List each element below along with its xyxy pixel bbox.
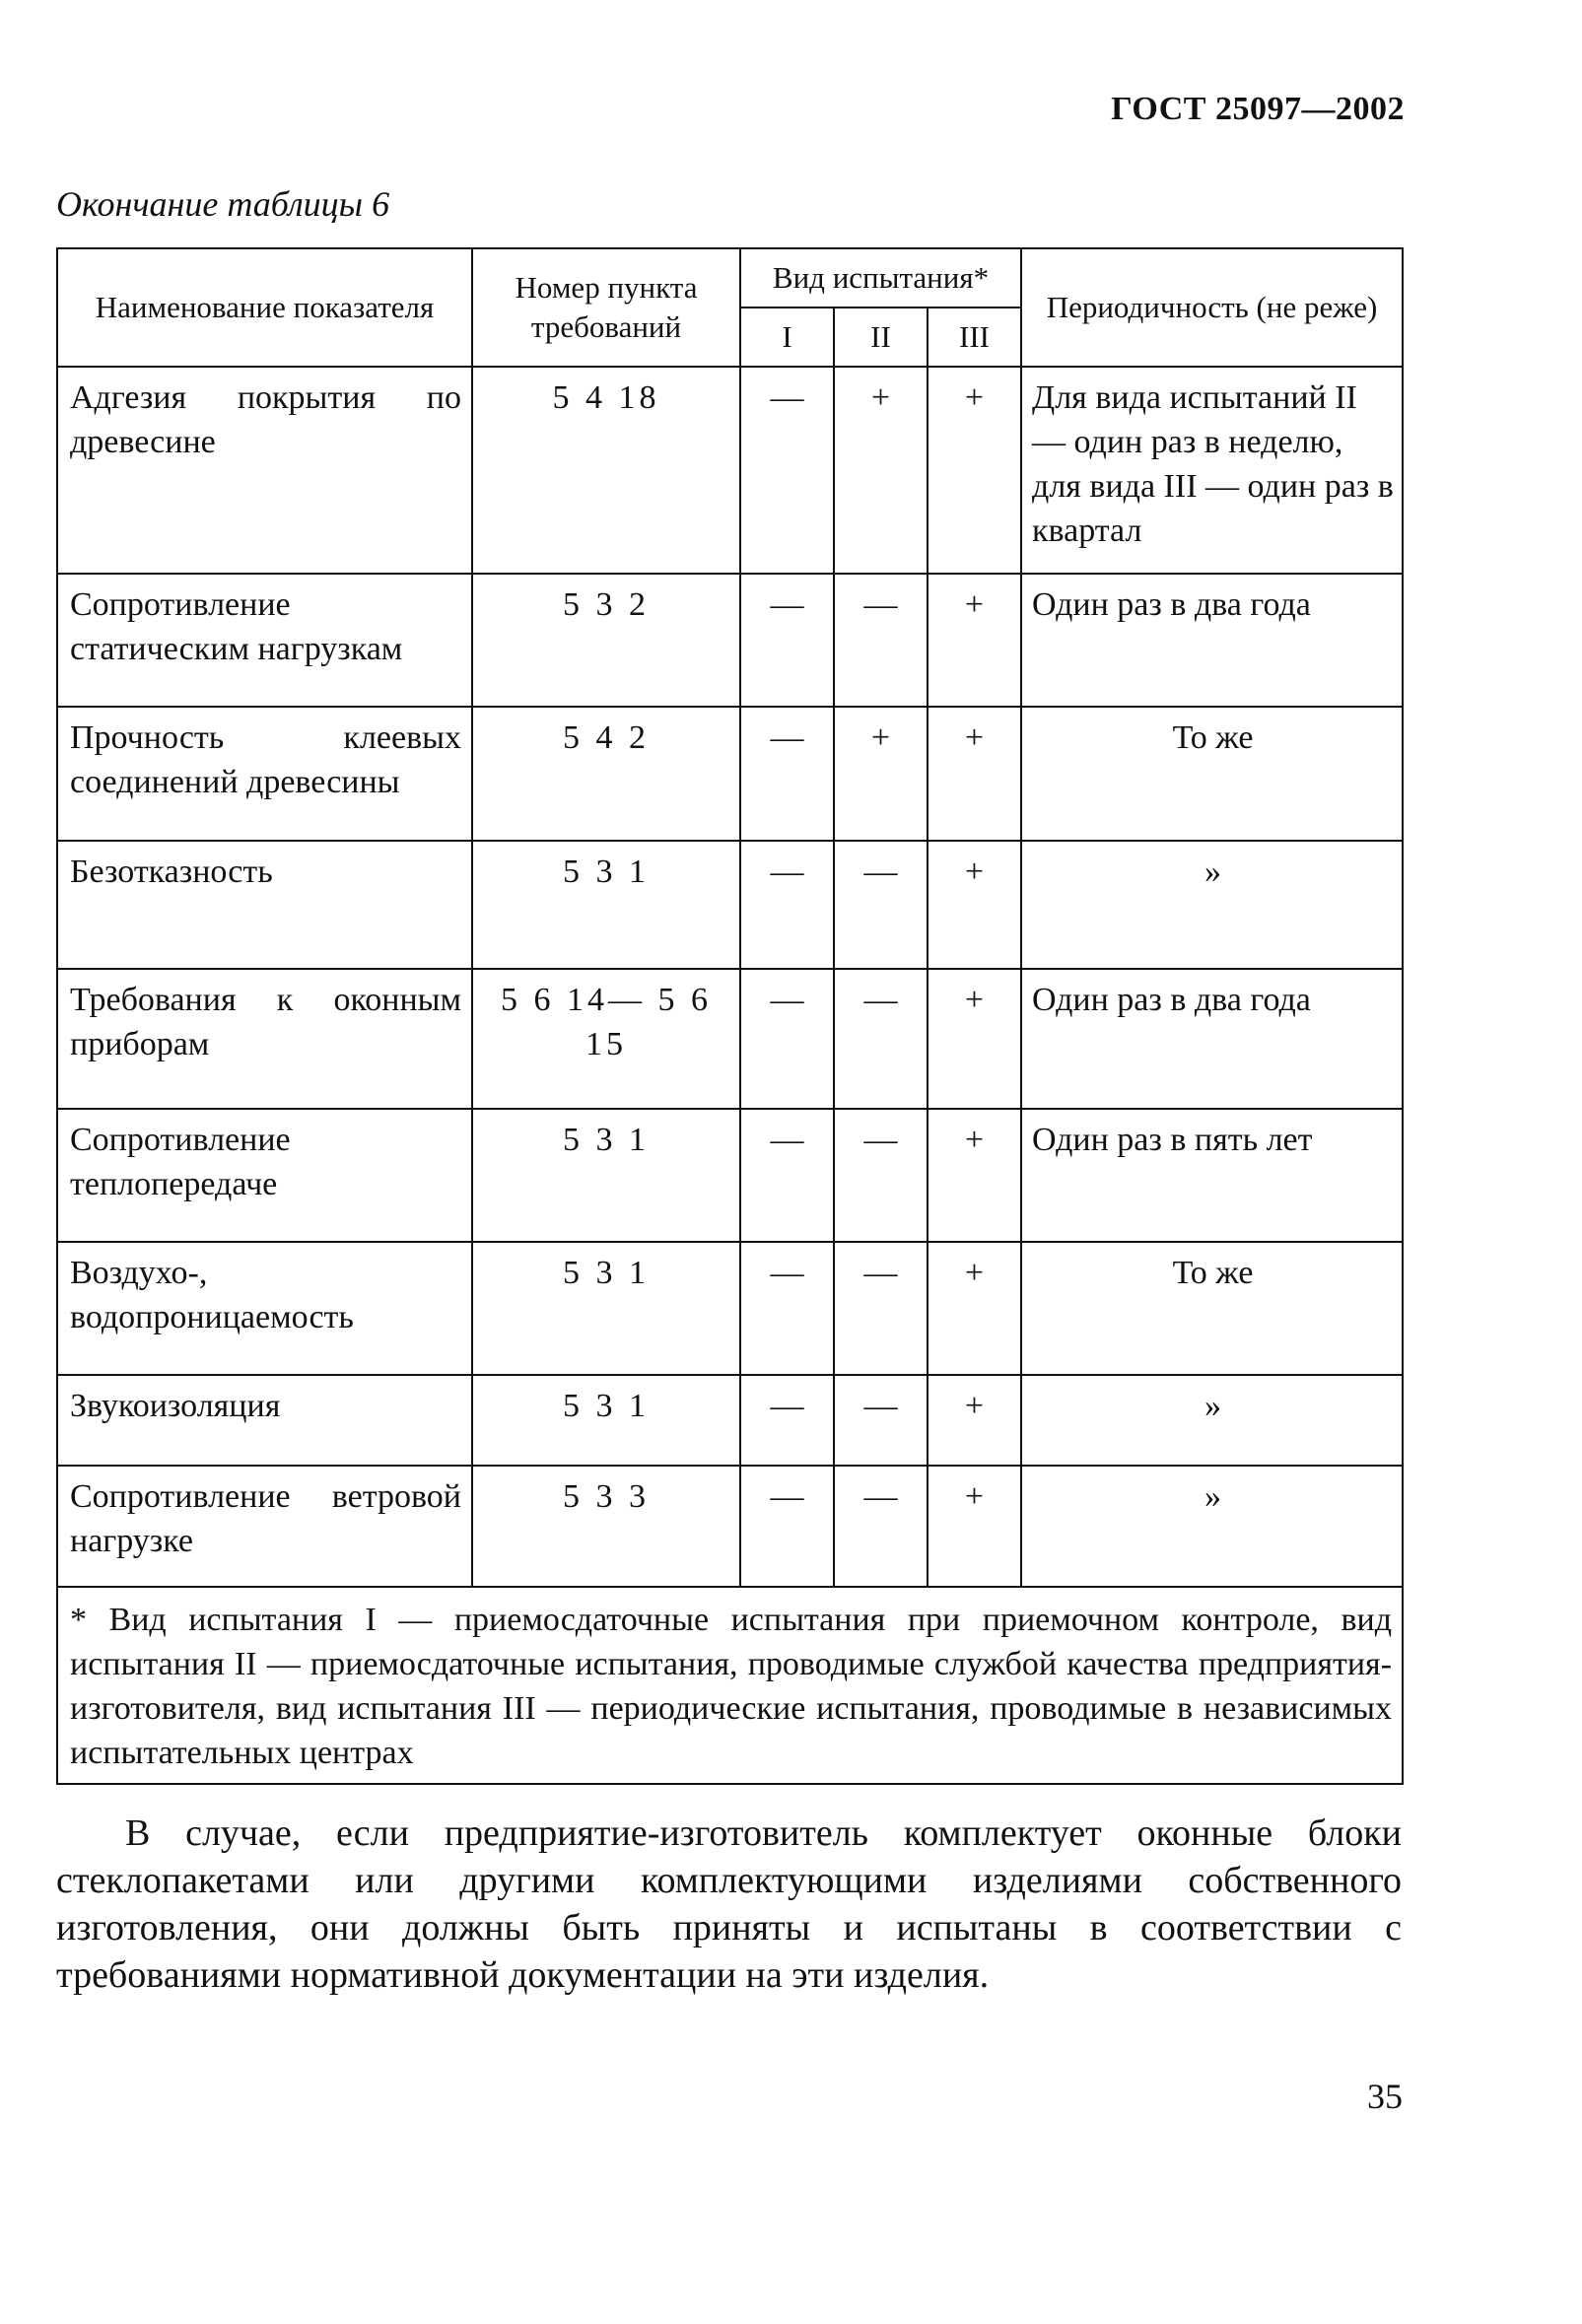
row-name: Требования к оконным приборам — [57, 969, 472, 1109]
row-period: Один раз в два года — [1021, 574, 1403, 707]
header-periodicity: Периодичность (не реже) — [1021, 248, 1403, 367]
table-row — [57, 1242, 1403, 1375]
row-item: 5 3 2 — [472, 574, 740, 707]
row-item: 5 3 1 — [472, 1242, 740, 1375]
table-row — [57, 574, 1403, 707]
row-test-2: — — [834, 841, 928, 969]
row-item: 5 4 2 — [472, 707, 740, 841]
row-name: Звукоизоляция — [57, 1375, 472, 1466]
header-test-type-2: II — [834, 308, 928, 367]
row-test-3: + — [928, 841, 1021, 969]
row-test-2: — — [834, 969, 928, 1109]
row-test-3: + — [928, 707, 1021, 841]
row-period: Для вида испытаний II — один раз в неделю, для вида III — один раз в квартал — [1021, 367, 1403, 574]
row-test-2: — — [834, 1242, 928, 1375]
row-test-1: — — [740, 969, 834, 1109]
row-test-2: — — [834, 1375, 928, 1466]
table-row — [57, 367, 1403, 574]
row-name: Сопротивление статическим нагрузкам — [57, 574, 472, 707]
table-row — [57, 1466, 1403, 1587]
row-name: Прочность клеевых соединений древесины — [57, 707, 472, 841]
row-test-2: — — [834, 1109, 928, 1242]
document-code: ГОСТ 25097—2002 — [1111, 91, 1405, 127]
table-row — [57, 1375, 1403, 1466]
row-item: 5 3 1 — [472, 841, 740, 969]
row-item: 5 6 14— 5 6 15 — [472, 969, 740, 1109]
row-period: » — [1021, 841, 1403, 969]
row-test-1: — — [740, 1466, 834, 1587]
row-test-2: — — [834, 1466, 928, 1587]
row-test-3: + — [928, 574, 1021, 707]
header-test-type-1: I — [740, 308, 834, 367]
header-item-number: Номер пункта требований — [472, 248, 740, 367]
row-name: Адгезия покрытия по древесине — [57, 367, 472, 574]
row-item: 5 4 18 — [472, 367, 740, 574]
table-caption: Окончание таблицы 6 — [56, 184, 390, 224]
row-test-3: + — [928, 1242, 1021, 1375]
row-test-1: — — [740, 841, 834, 969]
row-test-3: + — [928, 1375, 1021, 1466]
row-item: 5 3 1 — [472, 1109, 740, 1242]
row-test-3: + — [928, 969, 1021, 1109]
row-test-1: — — [740, 574, 834, 707]
row-period: То же — [1021, 1242, 1403, 1375]
row-period: Один раз в два года — [1021, 969, 1403, 1109]
row-name: Воздухо-, водопроницаемость — [57, 1242, 472, 1375]
footnote-row — [57, 1587, 1403, 1784]
row-test-1: — — [740, 1109, 834, 1242]
row-item: 5 3 1 — [472, 1375, 740, 1466]
row-name: Сопротивление ветровой нагрузке — [57, 1466, 472, 1587]
header-test-type: Вид испытания* — [740, 248, 1021, 308]
row-test-1: — — [740, 367, 834, 574]
table-footnote: * Вид испытания I — приемосдаточные испытания при приемочном контроле, вид испытания II — приемосдаточные испытания, проводимые службой качества предприятия-изготовителя, вид испытания III — периодические испытания, проводимые в независимых испытательных центрах — [57, 1587, 1403, 1784]
row-test-2: — — [834, 574, 928, 707]
row-test-1: — — [740, 1242, 834, 1375]
row-test-1: — — [740, 707, 834, 841]
row-test-2: + — [834, 367, 928, 574]
header-test-type-3: III — [928, 308, 1021, 367]
row-test-3: + — [928, 367, 1021, 574]
row-period: То же — [1021, 707, 1403, 841]
row-test-3: + — [928, 1109, 1021, 1242]
row-period: Один раз в пять лет — [1021, 1109, 1403, 1242]
row-name: Сопротивление теплопередаче — [57, 1109, 472, 1242]
row-name: Безотказность — [57, 841, 472, 969]
row-period: » — [1021, 1466, 1403, 1587]
body-paragraph: В случае, если предприятие-изготовитель комплектует оконные блоки стеклопакетами или другими комплектующими изделиями собственного изготовления, они должны быть приняты и испытаны в соответствии с требованиями нормативной документации на эти изделия. — [56, 1812, 1402, 1996]
page-number: 35 — [1367, 2077, 1403, 2116]
requirements-table — [56, 247, 1404, 1785]
row-test-3: + — [928, 1466, 1021, 1587]
row-test-1: — — [740, 1375, 834, 1466]
table-row — [57, 1109, 1403, 1242]
table-row — [57, 707, 1403, 841]
table-row — [57, 841, 1403, 969]
row-item: 5 3 3 — [472, 1466, 740, 1587]
table-row — [57, 969, 1403, 1109]
header-name: Наименование показателя — [57, 248, 472, 367]
row-period: » — [1021, 1375, 1403, 1466]
row-test-2: + — [834, 707, 928, 841]
